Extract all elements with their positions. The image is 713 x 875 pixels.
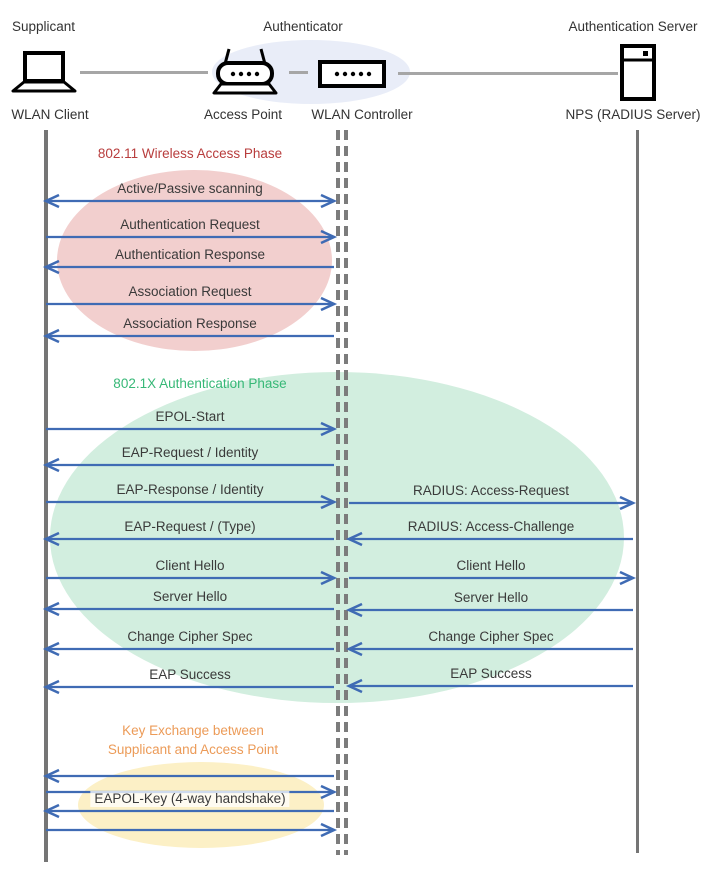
message-label-association-response: Association Response (123, 316, 257, 331)
message-arrow-client-ap-eapol-key-4-way-handshake (46, 805, 334, 817)
message-label-eap-request-type: EAP-Request / (Type) (124, 519, 256, 534)
message-arrow-client-ap-authentication-response (46, 261, 334, 273)
message-label-authentication-response: Authentication Response (114, 247, 266, 262)
message-label-association-request: Association Request (128, 284, 252, 299)
message-arrow-ap-server-eap-success (349, 680, 633, 692)
message-arrow-client-ap-eap-response-identity (46, 496, 334, 508)
message-label-active-passive-scanning: Active/Passive scanning (117, 181, 263, 196)
actor-role-supplicant: Supplicant (12, 19, 76, 34)
message-arrow-ap-server-radius-access-challenge (349, 533, 633, 545)
message-arrow-client-ap-server-hello (46, 603, 334, 615)
message-arrow-client-ap-authentication-request (46, 231, 334, 243)
message-arrow-ap-server-client-hello (349, 572, 633, 584)
message-label-eap-request-identity: EAP-Request / Identity (121, 445, 259, 460)
message-label-server-hello: Server Hello (152, 589, 228, 604)
device-label-access-point: Access Point (203, 107, 283, 122)
message-label-authentication-request: Authentication Request (120, 217, 260, 232)
message-label-eap-success: EAP Success (149, 667, 231, 682)
actor-role-authentication-server: Authentication Server (568, 19, 698, 34)
message-arrow-client-ap-eap-success (46, 681, 334, 693)
message-label-radius-access-challenge: RADIUS: Access-Challenge (407, 519, 575, 534)
message-label-server-hello: Server Hello (453, 590, 529, 605)
message-arrow-client-ap-unlabeled-13 (46, 770, 334, 782)
message-arrow-client-ap-eap-request-identity (46, 459, 334, 471)
message-arrow-client-ap-association-response (46, 330, 334, 342)
message-label-eapol-key-4-way-handshake: EAPOL-Key (4-way handshake) (90, 791, 289, 807)
message-arrow-client-ap-eap-request-type (46, 533, 334, 545)
message-label-change-cipher-spec: Change Cipher Spec (127, 629, 253, 644)
message-arrow-client-ap-unlabeled-16 (46, 824, 334, 836)
message-arrow-ap-server-change-cipher-spec (349, 643, 633, 655)
phase-title-key-exchange-line1: Key Exchange between (122, 723, 264, 738)
message-label-epol-start: EPOL-Start (155, 409, 225, 424)
device-label-nps-radius-server: NPS (RADIUS Server) (565, 107, 701, 122)
message-arrow-client-ap-unlabeled-14 (46, 786, 334, 798)
message-arrow-client-ap-epol-start (46, 423, 334, 435)
message-arrow-client-ap-client-hello (46, 572, 334, 584)
message-label-eap-response-identity: EAP-Response / Identity (116, 482, 264, 497)
message-label-change-cipher-spec: Change Cipher Spec (428, 629, 554, 644)
device-label-wlan-controller: WLAN Controller (311, 107, 413, 122)
phase-title-key-exchange-line2: Supplicant and Access Point (107, 742, 279, 757)
message-arrow-ap-server-server-hello (349, 604, 633, 616)
message-label-client-hello: Client Hello (155, 558, 225, 573)
actor-role-authenticator: Authenticator (263, 19, 343, 34)
message-arrow-client-ap-change-cipher-spec (46, 643, 334, 655)
message-label-radius-access-request: RADIUS: Access-Request (412, 483, 570, 498)
message-label-eap-success: EAP Success (450, 666, 532, 681)
message-label-client-hello: Client Hello (456, 558, 526, 573)
message-arrow-client-ap-association-request (46, 298, 334, 310)
device-label-wlan-client: WLAN Client (11, 107, 89, 122)
message-arrow-ap-server-radius-access-request (349, 497, 633, 509)
message-arrow-client-ap-active-passive-scanning (46, 195, 334, 207)
phase-title-dot1x-authentication: 802.1X Authentication Phase (113, 376, 287, 391)
phase-title-wireless-access: 802.11 Wireless Access Phase (97, 146, 283, 161)
